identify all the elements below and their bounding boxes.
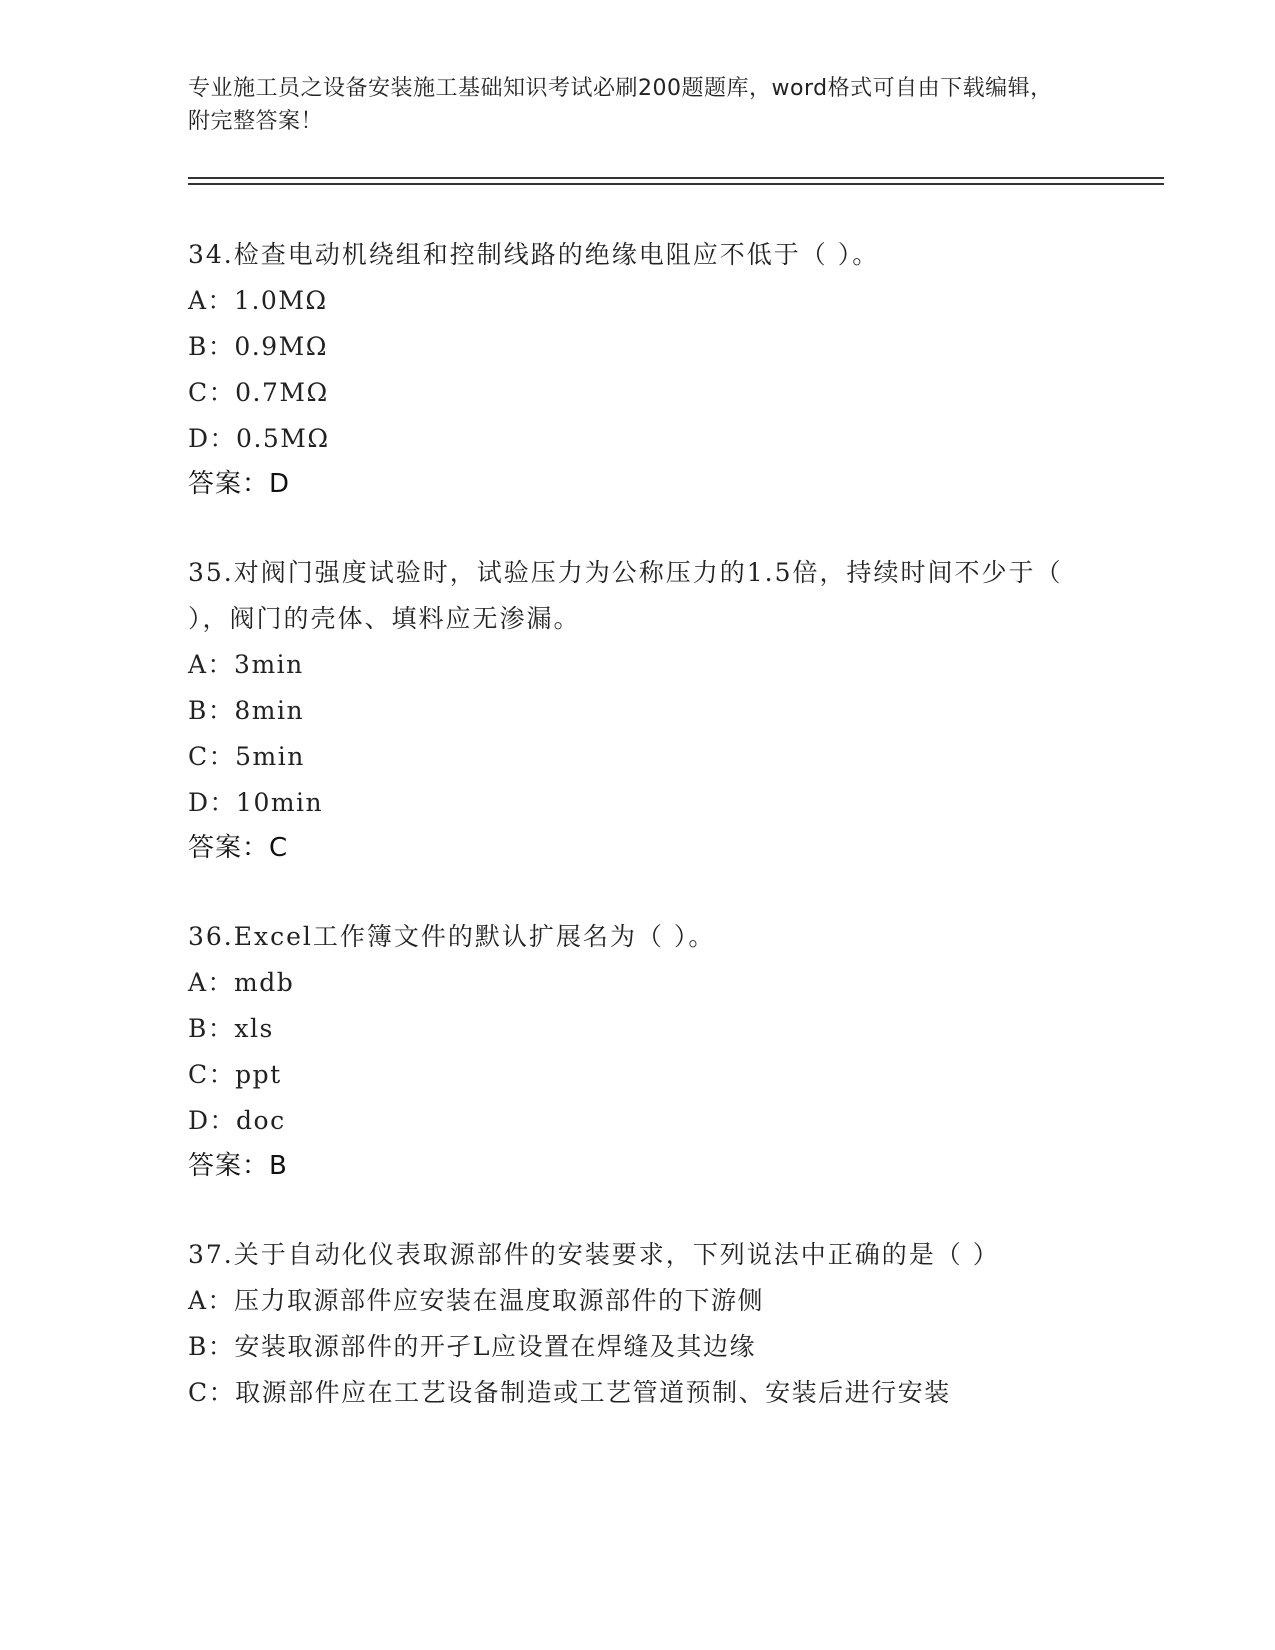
option-a: A：3min <box>188 650 304 679</box>
option-d: D：doc <box>188 1106 286 1135</box>
question-text: 34.检查电动机绕组和控制线路的绝缘电阻应不低于（ ）。 <box>188 240 880 269</box>
question-35 <box>188 550 1088 870</box>
option-b: B：xls <box>188 1014 274 1043</box>
question-34 <box>188 232 1088 506</box>
answer-label: 答案：D <box>188 469 291 499</box>
option-d: D：10min <box>188 788 324 817</box>
option-b: B：安装取源部件的开孑L应设置在焊缝及其边缘 <box>188 1332 756 1361</box>
question-text: 36.Excel工作簿文件的默认扩展名为（ ）。 <box>188 922 716 951</box>
question-text: 35.对阀门强度试验时，试验压力为公称压力的1.5倍，持续时间不少于（ ），阀门的壳体、填料应无渗漏。 <box>188 558 1063 633</box>
document-header: 专业施工员之设备安装施工基础知识考试必刷200题题库，word格式可自由下载编辑，附完整答案！ <box>188 76 1053 134</box>
answer-label: 答案：B <box>188 1151 288 1181</box>
option-d: D：0.5MΩ <box>188 424 330 453</box>
option-a: A：压力取源部件应安装在温度取源部件的下游侧 <box>188 1286 765 1315</box>
header-divider-bottom <box>188 183 1164 185</box>
question-list <box>188 232 1088 1460</box>
question-37 <box>188 1232 1088 1416</box>
option-c: C：取源部件应在工艺设备制造或工艺管道预制、安装后进行安装 <box>188 1378 951 1407</box>
question-36 <box>188 914 1088 1188</box>
option-a: A：mdb <box>188 968 295 997</box>
option-b: B：8min <box>188 696 305 725</box>
option-a: A：1.0MΩ <box>188 286 328 315</box>
option-b: B：0.9MΩ <box>188 332 328 361</box>
header-divider-top <box>188 177 1164 179</box>
option-c: C：ppt <box>188 1060 282 1089</box>
option-c: C：5min <box>188 742 305 771</box>
option-c: C：0.7MΩ <box>188 378 329 407</box>
answer-label: 答案：C <box>188 833 289 863</box>
question-text: 37.关于自动化仪表取源部件的安装要求，下列说法中正确的是（ ） <box>188 1240 1000 1269</box>
